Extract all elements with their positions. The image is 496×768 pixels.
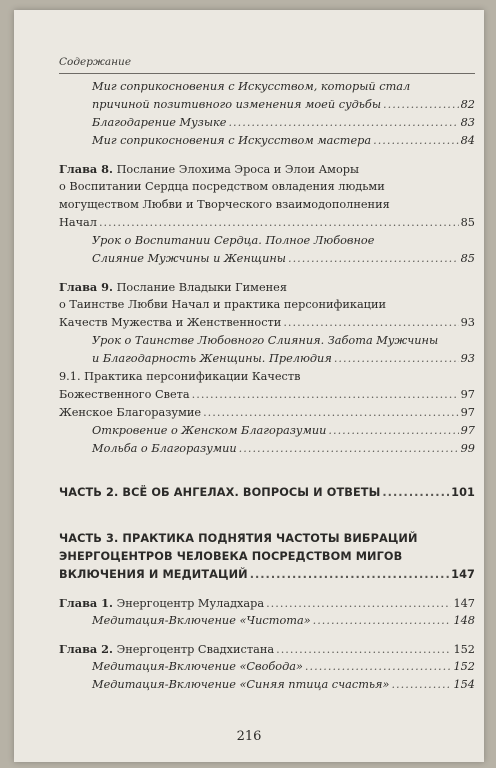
toc-entry: Слияние Мужчины и Женщины ..... 85 [92, 250, 475, 268]
toc-entry: Качеств Мужества и Женственности ..... 93 [59, 314, 475, 332]
toc-entry: Медитация-Включение «Чистота» ..... 148 [92, 612, 475, 630]
toc-entry: Миг соприкосновения с Искусством, который стал [92, 80, 411, 93]
toc-entry: Откровение о Женском Благоразумии ..... 97 [92, 422, 475, 440]
toc-entry: Божественного Света ..... 97 [59, 386, 475, 404]
toc-entry: о Воспитании Сердца посредством овладения людьми [59, 180, 385, 193]
toc-chapter-1: Глава 1. Энергоцентр Муладхара ..... 147 [59, 594, 475, 612]
running-head: Содержание [59, 56, 132, 68]
toc-part-3: ВКЛЮЧЕНИЯ И МЕДИТАЦИЙ ..... 147 [59, 566, 475, 584]
toc-entry: Медитация-Включение «Синяя птица счастья» ..... 154 [92, 676, 475, 694]
toc-entry: Начал ..... 85 [59, 214, 475, 232]
toc-entry: Женское Благоразумие ..... 97 [59, 404, 475, 422]
toc-entry: и Благодарность Женщины. Прелюдия ..... 93 [92, 350, 475, 368]
toc-entry: Медитация-Включение «Свобода» ..... 152 [92, 658, 475, 676]
toc-entry: могуществом Любви и Творческого взаимодополнения [59, 198, 390, 211]
toc-entry: Миг соприкосновения с Искусством мастера ..... 84 [92, 132, 475, 150]
toc-part-2: ЧАСТЬ 2. ВСЁ ОБ АНГЕЛАХ. ВОПРОСЫ И ОТВЕТЫ ..... 101 [59, 484, 475, 502]
toc-entry: о Таинстве Любви Начал и практика персонификации [59, 298, 387, 311]
book-page [14, 10, 484, 762]
toc-entry: Урок о Воспитании Сердца. Полное Любовное [92, 234, 375, 247]
toc-chapter-2: Глава 2. Энергоцентр Свадхистана ..... 152 [59, 640, 475, 658]
header-rule [59, 73, 475, 74]
toc-part-3: ЧАСТЬ 3. ПРАКТИКА ПОДНЯТИЯ ЧАСТОТЫ ВИБРАЦИЙ [59, 532, 418, 545]
toc-entry: Благодарение Музыке ..... 83 [92, 114, 475, 132]
toc-chapter-9: Глава 9. Послание Владыки Гименея [59, 280, 287, 294]
toc-entry: 9.1. Практика персонификации Качеств [59, 370, 301, 383]
toc-part-3: ЭНЕРГОЦЕНТРОВ ЧЕЛОВЕКА ПОСРЕДСТВОМ МИГОВ [59, 550, 403, 563]
toc-entry: Урок о Таинстве Любовного Слияния. Забота Мужчины [92, 334, 439, 347]
toc-entry: Мольба о Благоразумии ..... 99 [92, 440, 475, 458]
page-number: 216 [236, 729, 262, 744]
toc-entry: причиной позитивного изменения моей судьбы ..... 82 [92, 96, 475, 114]
toc-chapter-8: Глава 8. Послание Элохима Эроса и Элои Аморы [59, 162, 359, 176]
